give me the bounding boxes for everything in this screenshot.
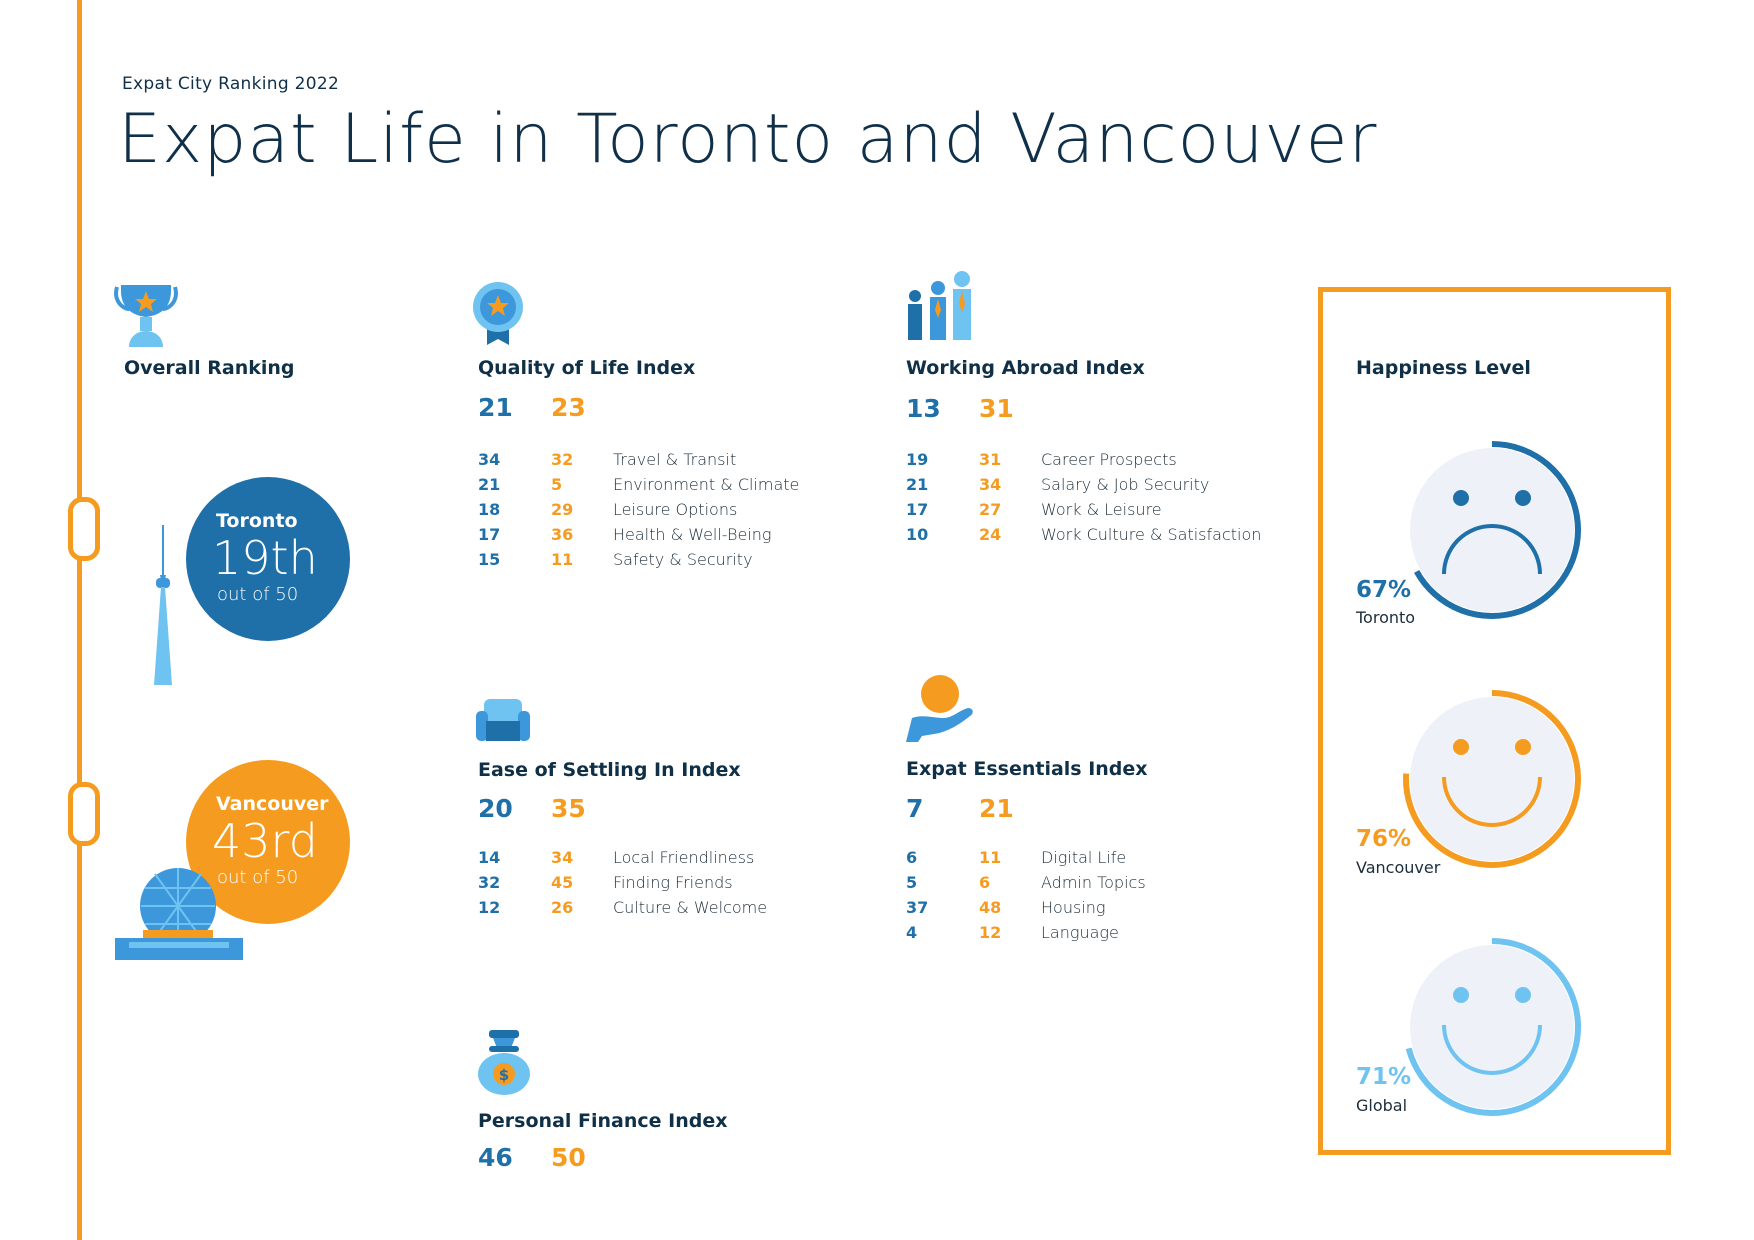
happiness-vancouver-label: Vancouver [1356, 858, 1441, 877]
happiness-toronto-label: Toronto [1356, 608, 1416, 627]
face-eye-icon [1515, 739, 1531, 755]
ease-of-settling-toronto: 20 [478, 794, 513, 823]
happiness-toronto-pct: 67% [1356, 577, 1412, 603]
ease-of-settling-title: Ease of Settling In Index [478, 759, 741, 781]
timeline-node [68, 782, 100, 846]
working-abroad-title: Working Abroad Index [906, 357, 1145, 379]
personal-finance-title: Personal Finance Index [478, 1110, 728, 1132]
timeline-line [77, 0, 82, 1240]
happiness-gauges [1318, 287, 1671, 1155]
happiness-global-label: Global [1356, 1096, 1408, 1115]
report-subtitle: Expat City Ranking 2022 [122, 74, 340, 94]
vancouver-rank-city: Vancouver [216, 793, 329, 815]
svg-text:$: $ [498, 1066, 510, 1084]
happiness-face-global [1410, 945, 1574, 1109]
list-item: 32 45 Finding Friends [478, 873, 733, 892]
face-eye-icon [1515, 987, 1531, 1003]
science-world-icon [115, 866, 243, 962]
list-item: 14 34 Local Friendliness [478, 848, 755, 867]
quality-of-life-list [478, 447, 818, 572]
timeline-node [68, 497, 100, 561]
expat-essentials-title: Expat Essentials Index [906, 758, 1148, 780]
money-bag-icon [477, 1030, 531, 1096]
vancouver-rank-value: 43rd [212, 814, 318, 868]
list-item: 5 6 Admin Topics [906, 873, 1146, 892]
happiness-face-toronto [1410, 448, 1574, 612]
list-item: 10 24 Work Culture & Satisfaction [906, 525, 1262, 544]
medal-icon [471, 281, 525, 347]
list-item: 17 27 Work & Leisure [906, 500, 1162, 519]
face-eye-icon [1453, 739, 1469, 755]
list-item: 6 11 Digital Life [906, 848, 1127, 867]
ease-of-settling-list [478, 845, 818, 920]
list-item: 37 48 Housing [906, 898, 1106, 917]
expat-essentials-toronto: 7 [906, 794, 924, 823]
list-item: 4 12 Language [906, 923, 1119, 942]
happiness-vancouver-pct: 76% [1356, 826, 1412, 852]
face-eye-icon [1453, 490, 1469, 506]
list-item: 21 5 Environment & Climate [478, 475, 800, 494]
list-item: 15 11 Safety & Security [478, 550, 753, 569]
happiness-global-pct: 71% [1356, 1064, 1412, 1090]
personal-finance-toronto: 46 [478, 1143, 513, 1172]
list-item: 21 34 Salary & Job Security [906, 475, 1210, 494]
expat-essentials-list [906, 845, 1246, 945]
list-item: 19 31 Career Prospects [906, 450, 1177, 469]
armchair-icon [476, 697, 530, 743]
ease-of-settling-vancouver: 35 [551, 794, 586, 823]
overall-ranking-title: Overall Ranking [124, 357, 295, 379]
vancouver-rank-outof: out of 50 [217, 867, 299, 888]
quality-of-life-title: Quality of Life Index [478, 357, 696, 379]
hand-coin-icon [904, 674, 974, 744]
expat-essentials-vancouver: 21 [979, 794, 1014, 823]
working-abroad-toronto: 13 [906, 394, 941, 423]
quality-of-life-toronto: 21 [478, 393, 513, 422]
happiness-face-vancouver [1410, 697, 1574, 861]
face-eye-icon [1453, 987, 1469, 1003]
toronto-rank-outof: out of 50 [217, 584, 299, 605]
quality-of-life-vancouver: 23 [551, 393, 586, 422]
happiness-title: Happiness Level [1356, 357, 1531, 379]
toronto-rank-value: 19th [212, 531, 318, 585]
page-title: Expat Life in Toronto and Vancouver [118, 100, 1378, 179]
list-item: 17 36 Health & Well-Being [478, 525, 772, 544]
working-abroad-list [906, 447, 1266, 547]
trophy-icon [113, 281, 179, 349]
list-item: 18 29 Leisure Options [478, 500, 738, 519]
list-item: 12 26 Culture & Welcome [478, 898, 768, 917]
toronto-rank-city: Toronto [216, 510, 298, 532]
people-icon [906, 270, 976, 340]
toronto-rank-circle [186, 477, 350, 641]
personal-finance-vancouver: 50 [551, 1143, 586, 1172]
face-eye-icon [1515, 490, 1531, 506]
cn-tower-icon [151, 525, 175, 685]
working-abroad-vancouver: 31 [979, 394, 1014, 423]
list-item: 34 32 Travel & Transit [478, 450, 737, 469]
